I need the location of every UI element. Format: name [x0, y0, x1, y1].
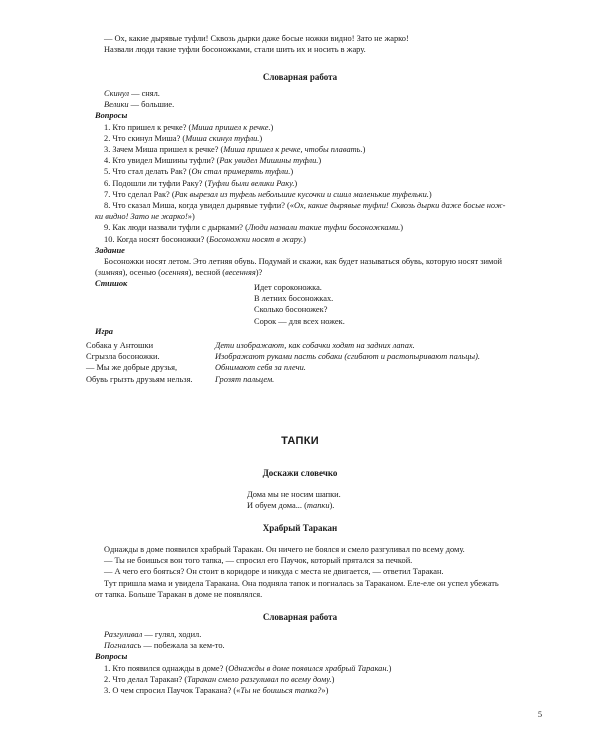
story-line: — Ты не боишься вон того тапка, — спросил его Паучок, который прятался за печкой.: [104, 556, 413, 566]
poem-line: Сорок — для всех ножек.: [254, 316, 345, 326]
vocab-item: Разгуливал — гулял, ходил.: [104, 630, 202, 639]
verse-line: — Мы же добрые друзья,: [86, 363, 178, 373]
text-line: — Ох, какие дырявые туфли! Сквозь дырки даже босые ножки видно! Зато не жарко!: [104, 34, 409, 43]
vocabulary-block: [95, 88, 505, 290]
action-line: Изображают руками пасть собаки (сгибают и растопыривают пальцы).: [215, 352, 480, 362]
verse-line: Дома мы не носим шапки.: [247, 490, 341, 499]
question-item: 9. Как люди назвали туфли с дырками? (Люди назвали такие туфли босоножками.): [104, 223, 404, 233]
story-line: от тапка. Больше Таракан в доме не появлялся.: [95, 589, 263, 599]
chapter-title: ТАПКИ: [281, 435, 319, 447]
question-item: 2. Что делал Таракан? (Таракан смело разгуливал по всему дому.): [104, 674, 335, 684]
verse-line: Сгрызла босоножки.: [86, 352, 160, 362]
poem-heading: Стишок: [95, 279, 128, 289]
section-heading-vocabulary: Словарная работа: [262, 72, 338, 82]
game-actions: [215, 340, 480, 385]
question-item: 5. Что стал делать Рак? (Он стал примерять туфли.): [104, 167, 294, 177]
task-text-continued: (зимняя), осенью (осенняя), весной (весенняя)?: [95, 268, 263, 278]
question-item: 8. Что сказал Миша, когда увидел дырявые туфли? («Ох, какие дырявые туфли! Сквозь дырки даже босые нож-: [104, 201, 506, 211]
poem: [254, 282, 345, 327]
story-line: Однажды в доме появился храбрый Таракан. Он ничего не боялся и смело разгуливал по всему дому.: [104, 545, 465, 554]
action-line: Обнимают себя за плечи.: [215, 363, 306, 373]
question-item: 2. Что скинул Миша? (Миша скинул туфли.): [104, 133, 263, 143]
verse-line: Обувь грызть друзьям нельзя.: [86, 374, 193, 384]
poem-line: Идет сороконожка.: [254, 283, 322, 292]
question-item: 7. Что сделал Рак? (Рак вырезал из туфель небольшие кусочки и сшил маленькие туфельки.): [104, 189, 432, 199]
section-heading-dosk: Доскажи словечко: [262, 468, 338, 478]
section-heading-vocabulary-2: Словарная работа: [262, 612, 338, 622]
question-item: 3. О чем спросил Паучок Таракана? («Ты не боишься тапка?»): [104, 686, 329, 696]
vocab-item: Погналась — побежала за кем-то.: [104, 641, 225, 651]
vocab-word: Велики: [104, 100, 129, 110]
game-heading: Игра: [95, 327, 113, 336]
questions-heading: Вопросы: [95, 111, 128, 121]
vocab-word: Скинул: [104, 89, 129, 98]
question-item: 3. Зачем Миша пришел к речке? (Миша пришел к речке, чтобы плавать.): [104, 145, 366, 155]
story-text: [95, 544, 499, 600]
text-line: Назвали люди такие туфли босоножками, стали шить их и носить в жару.: [104, 45, 366, 55]
page-number: 5: [537, 710, 542, 719]
story-line: — А чего его бояться? Он стоит в коридоре и никуда с места не двигается, — ответил Таракан.: [104, 567, 444, 577]
question-item: 1. Кто появился однажды в доме? (Однажды в доме появился храбрый Таракан.): [104, 663, 392, 673]
intro-paragraph: [95, 33, 409, 55]
story-line: Тут пришла мама и увидела Таракана. Она подняла тапок и погналась за Тараканом. Еле-еле он успел убежать: [104, 578, 499, 588]
question-item: 1. Кто пришел к речке? (Миша пришел к речке.): [104, 122, 274, 132]
dosk-verse: [247, 489, 341, 511]
verse-line: Собака у Антошки: [86, 341, 154, 350]
question-item-continued: ки видно! Зато не жарко!»): [95, 212, 195, 222]
action-line: Дети изображают, как собачки ходят на задних лапах.: [215, 341, 415, 350]
question-item: 4. Кто увидел Мишины туфли? (Рак увидел Мишины туфли.): [104, 156, 322, 166]
questions-heading: Вопросы: [95, 652, 128, 662]
vocab-item: [95, 88, 505, 99]
vocabulary-block-2: [95, 629, 391, 696]
question-item: 10. Когда носят босоножки? (Босоножки носят в жару.): [104, 234, 306, 244]
vocab-item: [95, 99, 505, 110]
vocab-definition: — большие.: [128, 100, 175, 110]
verse-line: И обуем дома... (тапки).: [247, 501, 335, 511]
vocab-definition: — снял.: [129, 89, 160, 98]
poem-line: В летних босоножках.: [254, 294, 334, 304]
section-heading-story: Храбрый Таракан: [262, 523, 338, 533]
question-item: 6. Подошли ли туфли Раку? (Туфли были велики Раку.): [104, 178, 298, 188]
task-heading: Задание: [95, 245, 125, 255]
task-text: Босоножки носят летом. Это летняя обувь. Подумай и скажи, как будет называться обувь, которую носят зимой: [104, 257, 502, 267]
action-line: Грозят пальцем.: [215, 374, 275, 384]
poem-line: Сколько босоножек?: [254, 305, 328, 315]
game-verse: [86, 340, 193, 385]
